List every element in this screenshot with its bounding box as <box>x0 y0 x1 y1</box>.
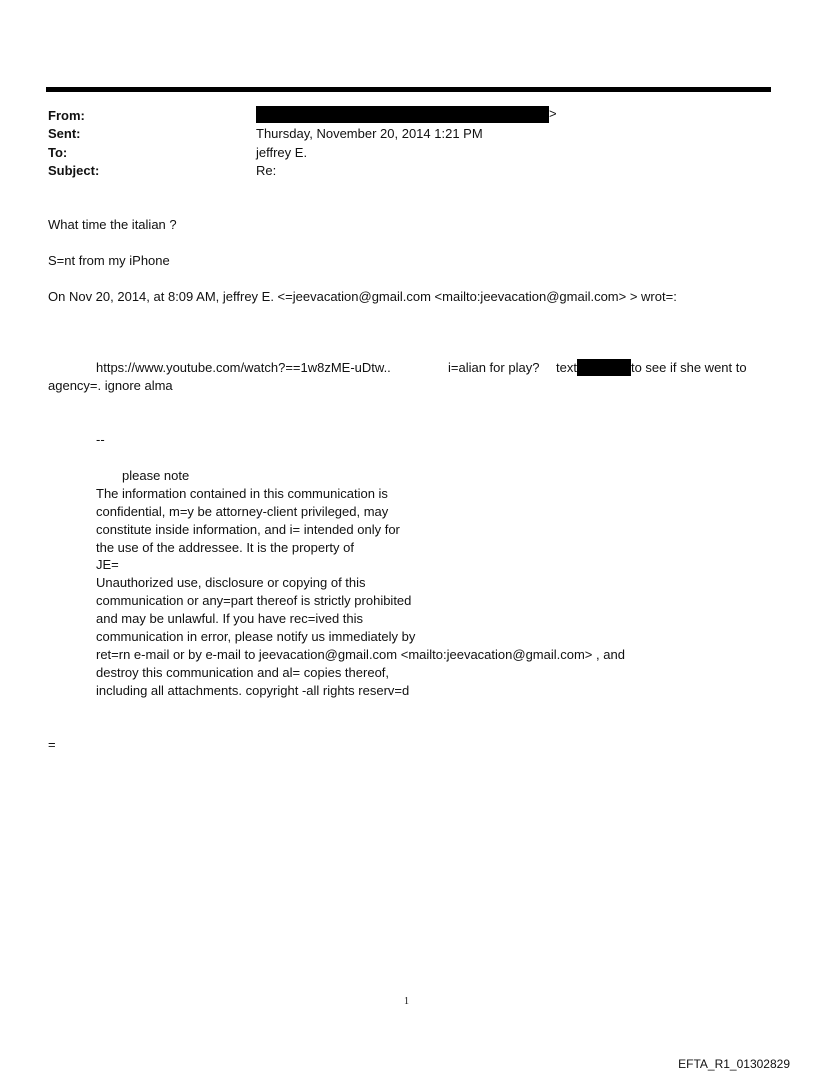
to-value: jeffrey E. <box>256 145 308 160</box>
quoted-link: https://www.youtube.com/watch?==1w8zME-uDtw.. <box>96 360 391 375</box>
sent-value: Thursday, November 20, 2014 1:21 PM <box>256 126 483 141</box>
closing-mark: = <box>48 737 56 752</box>
bates-number: EFTA_R1_01302829 <box>678 1057 790 1071</box>
disclaimer-line: communication in error, please notify us immediately by <box>96 629 416 644</box>
disclaimer-line: destroy this communication and al= copies thereof, <box>96 665 390 680</box>
from-label: From: <box>48 108 85 123</box>
quoted-text-pre: text <box>556 360 577 375</box>
from-value <box>256 106 557 123</box>
disclaimer-line: JE= <box>96 557 119 572</box>
to-label: To: <box>48 145 68 160</box>
disclaimer-line: constitute inside information, and i= intended only for <box>96 522 400 537</box>
quote-intro: On Nov 20, 2014, at 8:09 AM, jeffrey E. <=jeevacation@gmail.com <mailto:jeevacation@gmail.com> > wrot=: <box>48 289 677 304</box>
signature-separator: -- <box>96 432 105 447</box>
message-line: What time the italian ? <box>48 217 177 232</box>
disclaimer-line: including all attachments. copyright -all rights reserv=d <box>96 683 410 698</box>
quoted-question: i=alian for play? <box>448 360 540 375</box>
redaction-bar <box>577 359 631 376</box>
disclaimer-line: confidential, m=y be attorney-client privileged, may <box>96 504 389 519</box>
quoted-text-post: to see if she went to <box>630 360 747 375</box>
header-rule <box>46 87 771 92</box>
disclaimer-line: ret=rn e-mail or by e-mail to jeevacation@gmail.com <mailto:jeevacation@gmail.com> , and <box>96 647 625 662</box>
from-suffix: > <box>549 106 557 121</box>
redaction-bar <box>256 106 549 123</box>
disclaimer-line: the use of the addressee. It is the property of <box>96 540 354 555</box>
sent-label: Sent: <box>48 126 81 141</box>
subject-label: Subject: <box>48 163 100 178</box>
sent-from-line: S=nt from my iPhone <box>48 253 170 268</box>
signature-title: please note <box>122 468 190 483</box>
page-number: 1 <box>404 996 409 1007</box>
quoted-text-line <box>556 360 747 376</box>
disclaimer-line: The information contained in this communication is <box>96 486 388 501</box>
disclaimer-line: and may be unlawful. If you have rec=ived this <box>96 611 364 626</box>
disclaimer-line: communication or any=part thereof is strictly prohibited <box>96 593 412 608</box>
disclaimer-line: Unauthorized use, disclosure or copying of this <box>96 575 366 590</box>
quoted-continuation: agency=. ignore alma <box>48 378 173 393</box>
subject-value: Re: <box>256 163 277 178</box>
